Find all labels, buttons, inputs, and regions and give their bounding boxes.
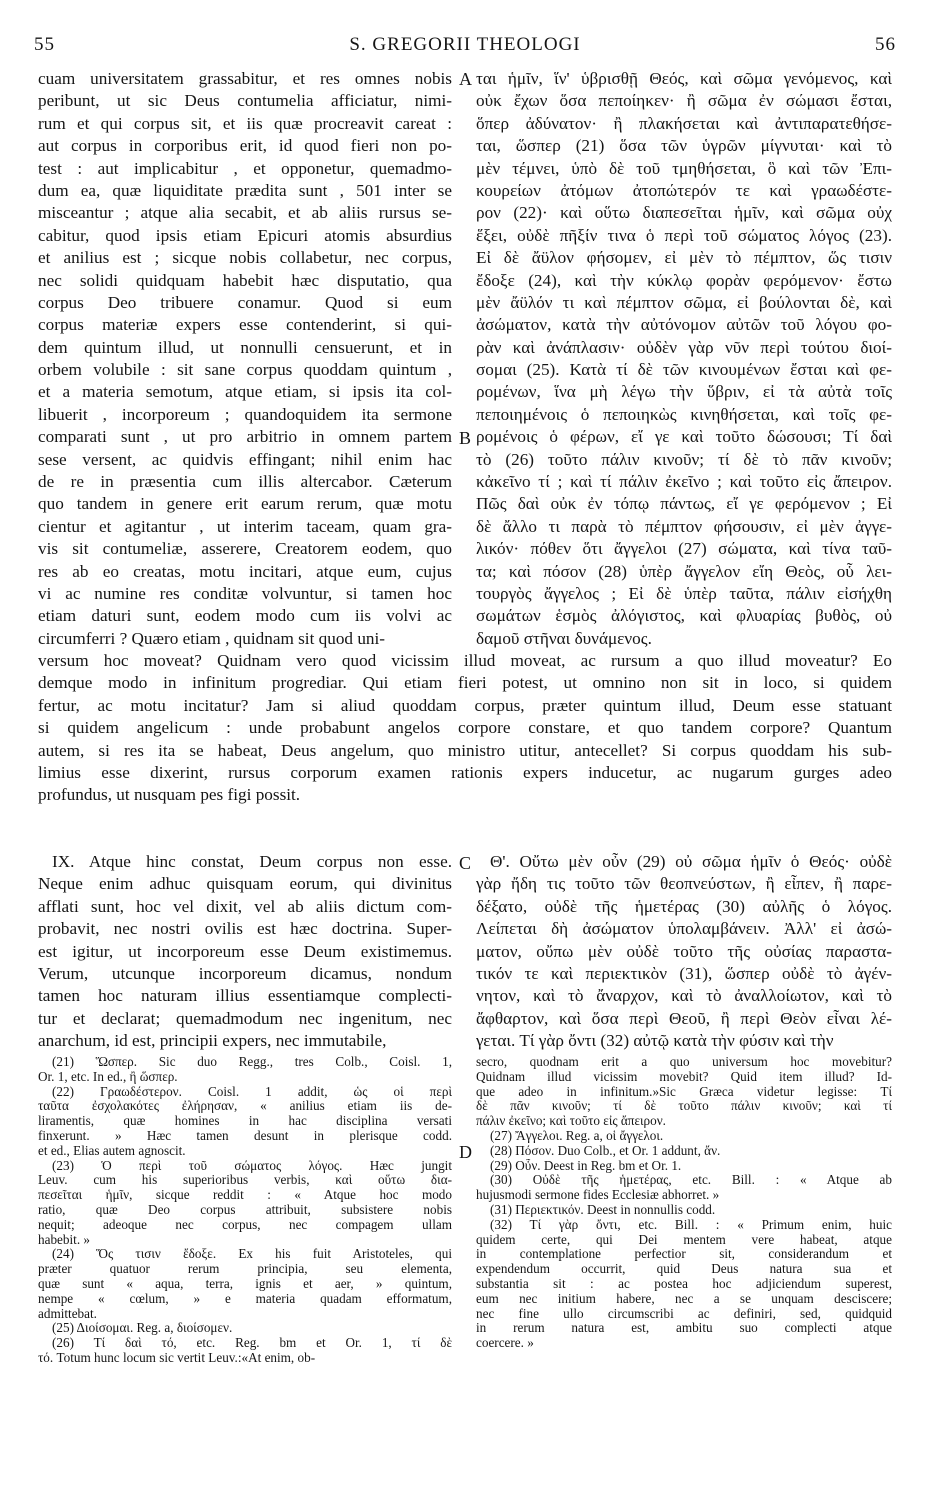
text-line: Θ'. Οὔτω μὲν οὖν (29) οὐ σῶμα ἡμῖν ὁ Θεός· οὐδὲ bbox=[490, 852, 892, 871]
greek-column-section-ix bbox=[476, 851, 892, 1053]
footnote-line: finxerunt. » Hæc tamen desunt in plerisque codd. bbox=[38, 1128, 452, 1143]
footnote-line: (31) Περιεκτικόν. Deest in nonnullis codd. bbox=[490, 1202, 716, 1217]
text-line: ματον, οὔπω μὲν οὐδὲ τοῦτο τῆς οὐσίας παραστα- bbox=[476, 941, 892, 961]
margin-letter-b: B bbox=[459, 428, 472, 448]
text-line: circumferri ? Quæro etiam , quidnam sit quod uni- bbox=[38, 628, 386, 648]
text-line: cuam universitatem grassabitur, et res omnes nobis bbox=[38, 69, 452, 88]
footnote-line: nec fine ullo circumscribi ac definiri, sed, quidquid bbox=[476, 1306, 892, 1321]
text-line: peribunt, ut sic Deus contumelia afficiatur, nimi- bbox=[38, 91, 452, 111]
text-line: σωμάτων ἑσμὸς ἀλόγιστος, καὶ φλυαρίας βυθὸς, οὐ bbox=[476, 606, 892, 626]
text-line: ρὰν καὶ ἀνάπλασιν· οὐδὲν γὰρ νῦν περὶ τούτου διοί- bbox=[476, 337, 892, 357]
footnote-line: quæ sunt « aqua, terra, ignis et aer, » quintum, bbox=[38, 1276, 452, 1291]
text-line: orbem volubile : sit sane corpus quoddam quintum , bbox=[38, 360, 452, 380]
text-line: ρον (22)· καὶ οὕτω διαπεσεῖται ἡμῖν, καὶ σῶμα οὐχ bbox=[476, 203, 892, 223]
footnote-line: (26) Τί δαὶ τό, etc. Reg. bm et Or. 1, τί δὲ bbox=[52, 1336, 452, 1351]
text-line: κἀκεῖνο τί ; καὶ τί πάλιν ἐκεῖνο ; καὶ τοῦτο εἰς ἄπειρον. bbox=[476, 472, 892, 492]
footnote-line: admittebat. bbox=[38, 1306, 97, 1321]
footnote-line: præter quatuor rerum principia, seu elementa, bbox=[38, 1262, 452, 1277]
greek-column-top bbox=[476, 68, 892, 650]
text-line: Πῶς δαὶ οὐκ ἐν τόπῳ πάντως, εἴ γε φερόμενον ; Εἰ bbox=[476, 494, 892, 514]
footnote-line: Leuv. cum his superioribus verbis, καὶ οὕτω δια- bbox=[38, 1173, 452, 1188]
text-line: dum ea, quæ liquiditate prædita sunt , 501 inter se bbox=[38, 180, 452, 200]
footnote-line: habebit. » bbox=[38, 1232, 91, 1247]
footnote-line: (23) Ὁ περὶ τοῦ σώματος λόγος. Hæc jungit bbox=[52, 1158, 452, 1173]
footnote-line: coercere. » bbox=[476, 1336, 534, 1351]
text-line: cientur et agitantur , ut interim taceam, quam gra- bbox=[38, 516, 452, 536]
text-line: λικόν· πόθεν ὅτι ἄγγελοι (27) σώματα, καὶ τίνα ταῦ- bbox=[476, 539, 892, 559]
footnote-line: substantia sit : ac postea hoc adjiciendum superest, bbox=[476, 1276, 892, 1291]
text-line: rum et qui corpus sit, et iis quæ procreavit careat : bbox=[38, 113, 452, 133]
text-line: ἄφθαρτον, καὶ ὅσα περὶ Θεοῦ, ἢ περὶ Θεὸν εἶναι λέ- bbox=[476, 1008, 892, 1028]
text-line: κουρείων ἀτόμων ἀτοπώτερόν τε καὶ γραωδέστε- bbox=[476, 180, 892, 200]
footnote-line: (27) Ἄγγελοι. Reg. a, οἱ ἄγγελοι. bbox=[490, 1128, 664, 1143]
text-line: etiam daturi sunt, eodem modo cum iis volvi ac bbox=[38, 606, 452, 626]
text-line: ἔδοξε (24), καὶ τὴν κύκλῳ φορὰν φερόμενον· ἔστω bbox=[476, 270, 892, 290]
text-line: μὲν ἄϋλόν τι καὶ πέμπτον σῶμα, εἰ βούλονται δὲ, καὶ bbox=[476, 292, 892, 312]
text-line: demque modo in infinitum progrediar. Qui etiam fieri potest, ut omnino non sit in loco, si quidem bbox=[38, 673, 892, 693]
text-line: νητον, καὶ τὸ ἄναρχον, καὶ τὸ ἀναλλοίωτον, καὶ τὸ bbox=[476, 986, 892, 1006]
text-line: corpus Deo tribuere conamur. Quod si eum bbox=[38, 292, 452, 312]
text-line: profundus, ut nusquam pes figi possit. bbox=[38, 785, 301, 805]
text-line: et anilius est ; sicque nobis collabetur, nec corpus, bbox=[38, 248, 452, 268]
footnote-line: nequit; adeoque nec corpus, nec compagem ullam bbox=[38, 1217, 452, 1232]
text-line: si quidem angelicum : unde probabunt angelos corpore constare, et quo tandem corpore? Quantum bbox=[38, 718, 892, 738]
latin-column-section-ix bbox=[38, 851, 452, 1053]
text-line: test : aut implicabitur , et opponetur, quemadmo- bbox=[38, 158, 452, 178]
margin-letter-d: D bbox=[459, 1142, 472, 1162]
footnote-line: ratio, quæ Deo corpus attribuit, subsistere nobis bbox=[38, 1202, 452, 1217]
text-line: dem quintum illud, ut nonnulli censuerunt, et in bbox=[38, 337, 452, 357]
text-line: vis sit contumeliæ, asserere, Creatorem eodem, quo bbox=[38, 539, 452, 559]
text-line: tamen hoc naturam illius essentiamque complecti- bbox=[38, 986, 452, 1006]
text-line: cabitur, quod ipsis etiam Epicuri atomis absurdius bbox=[38, 225, 452, 245]
footnote-line: ταῦτα ἐσχολακότες ἐλήρησαν, « anilius etiam iis de- bbox=[38, 1099, 452, 1114]
text-line: μὲν τέμνει, ὑπὸ δὲ τοῦ τμηθήσεται, ὃ καὶ τῶν Ἐπι- bbox=[476, 158, 892, 178]
footnote-line: hujusmodi sermone fides Ecclesiæ abhorret. » bbox=[476, 1188, 720, 1203]
text-line: comparati sunt , ut pro arbitrio in omnem partem bbox=[38, 427, 452, 447]
text-line: vi ac numine res conditæ volvuntur, si tamen hoc bbox=[38, 583, 452, 603]
text-line: limius esse dixerint, rursus corporum examen rationis expers inducetur, ac nugarum gurges adeo bbox=[38, 762, 892, 782]
footnotes-right bbox=[476, 1055, 892, 1351]
margin-letter-c: C bbox=[459, 853, 472, 873]
text-line: ρομένοις ὁ φέρων, εἴ γε καὶ τοῦτο δώσουσι; Τί δαὶ bbox=[476, 427, 892, 447]
text-line: σομαι (25). Κατὰ τί δὲ τῶν κινουμένων ἔσται καὶ φε- bbox=[476, 360, 892, 380]
text-line: sese versent, ac quidvis effingant; nihil enim hac bbox=[38, 449, 452, 469]
text-line: οὐκ ἔχων ὅσα πεποίηκεν· ἢ σῶμα ἐν σώμασι ἔσται, bbox=[476, 91, 892, 111]
footnote-line: (22) Γραωδέστερον. Coisl. 1 addit, ὡς οἱ περὶ bbox=[52, 1084, 452, 1099]
text-line: ται ἡμῖν, ἵν' ὑβρισθῇ Θεός, καὶ σῶμα γενόμενος, καὶ bbox=[476, 69, 892, 88]
footnote-line: quidem certe, qui Dei mentem vere habeat, atque bbox=[476, 1232, 892, 1247]
text-line: afflati sunt, hoc vel dixit, vel ab aliis dictum com- bbox=[38, 896, 452, 916]
text-line: quo tandem in genere erit earum rerum, quæ motu bbox=[38, 494, 452, 514]
running-title: S. GREGORII THEOLOGI bbox=[349, 34, 581, 55]
footnote-line: πεσεῖται ἡμῖν, sicque reddit : « Atque hoc modo bbox=[38, 1188, 452, 1203]
text-line: τουργὸς ἄγγελος ; Εἰ δὲ ὑπὲρ ταῦτα, πάλιν εἰσήχθη bbox=[476, 583, 892, 603]
footnote-line: (21) Ὥσπερ. Sic duo Regg., tres Colb., Coisl. 1, bbox=[52, 1055, 452, 1069]
footnote-line: que adeo in infinitum.»Sic Græca videtur legisse: Τί bbox=[476, 1084, 892, 1099]
footnote-line: Or. 1, etc. In ed., ἢ ὥσπερ. bbox=[38, 1069, 178, 1084]
text-line: ὅπερ ἀδύνατον· ἢ πλακήσεται καὶ ἀντιπαρατεθήσε- bbox=[476, 113, 892, 133]
footnote-line: (32) Τί γὰρ ὄντι, etc. Bill. : « Primum enim, huic bbox=[490, 1217, 892, 1232]
footnote-line: secro, quodnam erit a quo universum hoc movebitur? bbox=[476, 1055, 892, 1069]
text-line: γεται. Τί γὰρ ὄντι (32) αὐτῷ κατὰ τὴν φύσιν καὶ τὴν bbox=[476, 1031, 834, 1051]
footnote-line: τό. Totum hunc locum sic vertit Leuv.:«At enim, ob- bbox=[38, 1350, 316, 1365]
text-line: de re in præsentia cum illis altercabor. Cæterum bbox=[38, 472, 452, 492]
text-line: versum hoc moveat? Quidnam vero quod vicissim illud moveat, ac rursum a quo illud moveatur? Eo bbox=[38, 651, 892, 670]
text-line: et a materia semotum, atque etiam, si ipsis ita col- bbox=[38, 382, 452, 402]
text-line: τα; καὶ πόσον (28) ὑπὲρ ἄγγελον εἴη Θεὸς, οὗ λει- bbox=[476, 561, 892, 581]
footnote-line: in rerum natura est, ambitu suo complecti atque bbox=[476, 1321, 892, 1336]
text-line: IX. Atque hinc constat, Deum corpus non esse. bbox=[52, 852, 452, 871]
footnote-line: in contemplatione perfectior sit, considerandum et bbox=[476, 1247, 892, 1262]
text-line: πεποιημένοις ὁ πεποιηκὼς κινηθήσεται, καὶ τοῖς φε- bbox=[476, 404, 892, 424]
text-line: res ab eo creatas, motu incitari, atque eum, cujus bbox=[38, 561, 452, 581]
right-page-number: 56 bbox=[875, 34, 896, 55]
text-line: libuerit , incorporeum ; quandoquidem ita sermone bbox=[38, 404, 452, 424]
text-line: misceantur ; atque alia secabit, et ab aliis rursus se- bbox=[38, 203, 452, 223]
text-line: τὸ (26) τοῦτο πάλιν κινοῦν; τί δὲ τὸ πᾶν κινοῦν; bbox=[476, 449, 892, 469]
footnote-line: eum nec initium habere, nec a se unquam desciscere; bbox=[476, 1291, 892, 1306]
footnote-line: (28) Πόσον. Duo Colb., et Or. 1 addunt, ἄν. bbox=[490, 1143, 721, 1158]
text-line: corpus materiæ expers esse contenderint, si qui- bbox=[38, 315, 452, 335]
footnote-line: expendendum occurrit, quid Deus natura sua et bbox=[476, 1262, 892, 1277]
text-line: probavit, nec nostri ovilis est hæc doctrina. Super- bbox=[38, 919, 452, 939]
footnote-line: πάλιν ἐκεῖνο; καὶ τοῦτο εἰς ἄπειρον. bbox=[476, 1114, 666, 1129]
text-line: est igitur, ut incorporeum esse Deum existimemus. bbox=[38, 941, 452, 961]
latin-full-width-block bbox=[38, 650, 892, 807]
text-line: Verum, utcunque incorporeum dicamus, nondum bbox=[38, 963, 452, 983]
footnote-line: δὲ πᾶν κινοῦν; τί δὲ τοῦτο πάλιν κινοῦν; καὶ τί bbox=[476, 1099, 892, 1114]
footnote-line: (24) Ὅς τισιν ἔδοξε. Ex his fuit Aristoteles, qui bbox=[52, 1247, 452, 1262]
text-line: ἕξει, οὐδὲ πῆξίν τινα ὁ περὶ τοῦ σώματος λόγος (23). bbox=[476, 225, 892, 245]
text-line: Εἰ δὲ ἄϋλον φήσομεν, εἰ μὲν τὸ πέμπτον, ὥς τισιν bbox=[476, 248, 892, 268]
footnote-line: et ed., Elias autem agnoscit. bbox=[38, 1143, 186, 1158]
text-line: autem, si res ita se habeat, Deus angelum, quo ministro utitur, antecellet? Si corpus quoddam his sub- bbox=[38, 740, 892, 760]
footnotes-left bbox=[38, 1055, 452, 1366]
text-line: ται, ὥσπερ (21) ὅσα τῶν ὑγρῶν μίγνυται· καὶ τὸ bbox=[476, 136, 892, 156]
text-line: γὰρ ἤδη τις τοῦτο τῶν θεοπνεύστων, ἢ εἶπεν, ἢ παρε- bbox=[476, 874, 892, 894]
text-line: Λείπεται δὴ ἀσώματον ὑπολαμβάνειν. Ἀλλ' εἰ ἀσώ- bbox=[476, 919, 892, 939]
text-line: ρομένων, ἵνα μὴ λέγω τὴν ὕβριν, εἰ τὰ αὐτὰ τοῖς bbox=[476, 382, 892, 402]
text-line: δαμοῦ στῆναι δυνάμενος. bbox=[476, 628, 652, 648]
margin-letter-a: A bbox=[459, 69, 472, 89]
footnote-line: liramentis, quæ homines in hac disciplina versati bbox=[38, 1114, 452, 1129]
footnote-line: Quidnam illud vicissim movebit? Quid item illud? Id- bbox=[476, 1069, 892, 1084]
latin-column-top bbox=[38, 68, 452, 650]
text-line: anarchum, id est, principii expers, nec immutabile, bbox=[38, 1031, 387, 1051]
text-line: tur et declarat; quemadmodum nec ingenitum, nec bbox=[38, 1008, 452, 1028]
text-line: fertur, ac motu incitatur? Jam si aliud quoddam corpus, præter quintum illud, Deum esse statuant bbox=[38, 695, 892, 715]
footnote-line: (30) Οὐδὲ τῆς ἡμετέρας, etc. Bill. : « Atque ab bbox=[490, 1173, 892, 1188]
text-line: ἀσώματον, κατὰ τὴν αὐτόνομον αὐτῶν τοῦ λόγου φο- bbox=[476, 315, 892, 335]
footnote-line: (25) Διοίσομαι. Reg. a, διοίσομεν. bbox=[52, 1321, 233, 1336]
text-line: δὲ ἄλλο τι παρὰ τὸ πέμπτον φήσουσιν, εἰ μὲν ἀγγε- bbox=[476, 516, 892, 536]
running-header bbox=[34, 34, 896, 58]
footnote-line: nempe « cœlum, » e materia quadam efformatum, bbox=[38, 1291, 452, 1306]
text-line: τικόν τε καὶ περιεκτικὸν (31), ὥσπερ οὐδὲ τὸ ἀγέν- bbox=[476, 963, 892, 983]
text-line: nec solidi quidquam habebit hæc disputatio, qua bbox=[38, 270, 452, 290]
text-line: δέξατο, οὐδὲ τῆς ἡμετέρας (30) αὐλῆς ὁ λόγος. bbox=[476, 896, 892, 916]
left-page-number: 55 bbox=[34, 34, 55, 55]
footnote-line: (29) Οὖν. Deest in Reg. bm et Or. 1. bbox=[490, 1158, 682, 1173]
text-line: Neque enim adhuc quisquam eorum, qui divinitus bbox=[38, 874, 452, 894]
text-line: aut corpus in corporibus erit, id quod fieri non po- bbox=[38, 136, 452, 156]
